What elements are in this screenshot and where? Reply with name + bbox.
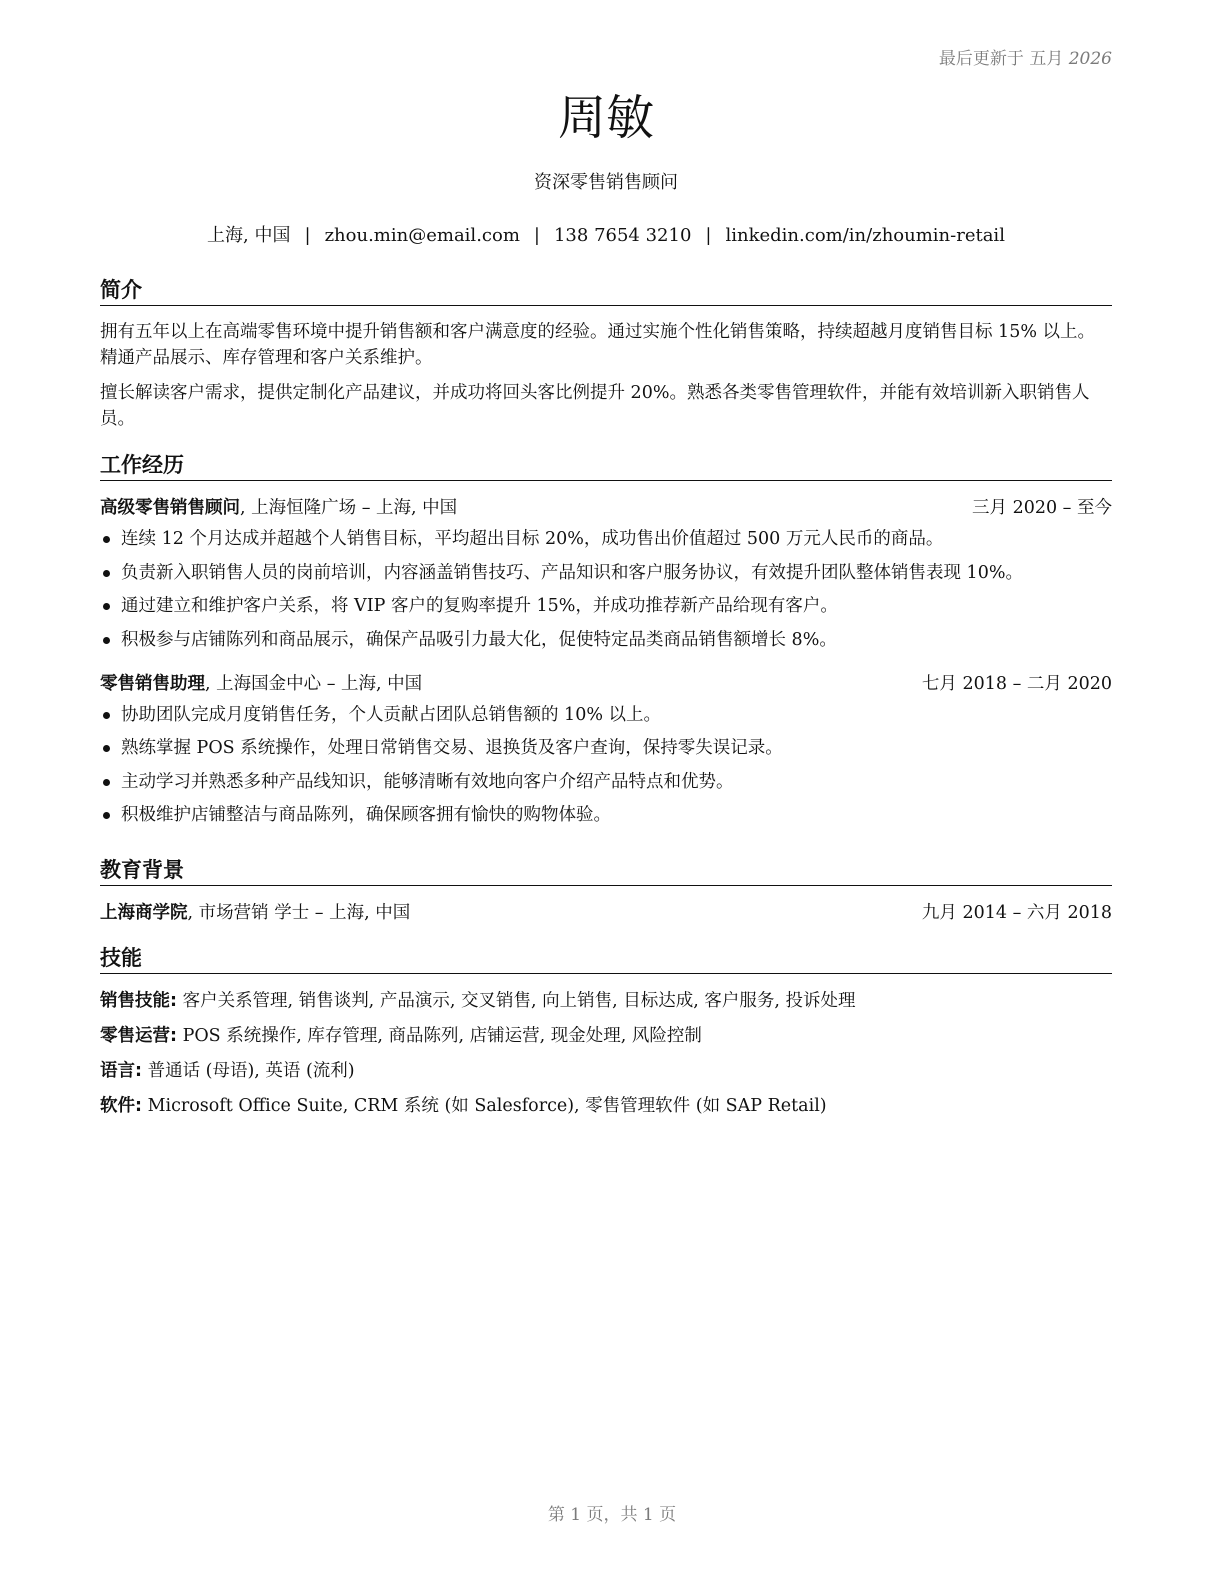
contact-phone: 138 7654 3210 bbox=[553, 225, 692, 246]
job-header bbox=[100, 495, 1112, 521]
skill-label: 零售运营: bbox=[100, 1026, 177, 1046]
section-heading-skills: 技能 bbox=[100, 944, 1112, 974]
contact-separator: | bbox=[533, 225, 540, 246]
education-entry bbox=[100, 900, 1112, 926]
contact-separator: | bbox=[705, 225, 712, 246]
candidate-title: 资深零售销售顾问 bbox=[534, 172, 678, 193]
job-details: , 上海国金中心 – 上海, 中国 bbox=[205, 673, 423, 694]
skills-section bbox=[100, 944, 1112, 1119]
contact-linkedin[interactable]: linkedin.com/in/zhoumin-retail bbox=[725, 225, 1005, 246]
section-heading-education: 教育背景 bbox=[100, 856, 1112, 886]
list-item: 连续 12 个月达成并超越个人销售目标，平均超出目标 20%，成功售出价值超过 500 万元人民币的商品。 bbox=[100, 526, 1112, 552]
education-section bbox=[100, 856, 1112, 926]
education-details: , 市场营销 学士 – 上海, 中国 bbox=[187, 903, 411, 923]
job-entry bbox=[100, 671, 1112, 829]
section-heading-summary: 简介 bbox=[100, 276, 1112, 306]
skill-row bbox=[100, 988, 1112, 1014]
page-footer: 第 1 页，共 1 页 bbox=[547, 1505, 677, 1525]
summary-section bbox=[100, 276, 1112, 432]
job-details: , 上海恒隆广场 – 上海, 中国 bbox=[240, 498, 458, 518]
job-role: 高级零售销售顾问 bbox=[100, 498, 240, 518]
skill-row bbox=[100, 1023, 1112, 1049]
list-item: 积极维护店铺整洁与商品陈列，确保顾客拥有愉快的购物体验。 bbox=[100, 802, 1112, 828]
candidate-name: 周敏 bbox=[557, 90, 654, 146]
last-updated-prefix: 最后更新于 五月 bbox=[938, 49, 1064, 69]
list-item: 主动学习并熟悉多种产品线知识，能够清晰有效地向客户介绍产品特点和优势。 bbox=[100, 769, 1112, 795]
last-updated-year: 2026 bbox=[1068, 49, 1112, 69]
summary-paragraph: 擅长解读客户需求，提供定制化产品建议，并成功将回头客比例提升 20%。熟悉各类零售管理软件，并能有效培训新入职销售人员。 bbox=[100, 383, 1090, 429]
contact-location: 上海, 中国 bbox=[207, 225, 291, 246]
list-item: 积极参与店铺陈列和商品展示，确保产品吸引力最大化，促使特定品类商品销售额增长 8%。 bbox=[100, 627, 1112, 653]
skill-label: 软件: bbox=[100, 1096, 142, 1116]
job-dates: 七月 2018 – 二月 2020 bbox=[921, 673, 1112, 694]
job-entry bbox=[100, 495, 1112, 653]
job-header bbox=[100, 671, 1112, 697]
list-item: 协助团队完成月度销售任务，个人贡献占团队总销售额的 10% 以上。 bbox=[100, 702, 1112, 728]
skill-value: 普通话 (母语), 英语 (流利) bbox=[142, 1061, 355, 1081]
list-item: 熟练掌握 POS 系统操作，处理日常销售交易、退换货及客户查询，保持零失误记录。 bbox=[100, 735, 1112, 761]
contact-line bbox=[100, 223, 1112, 249]
section-heading-experience: 工作经历 bbox=[100, 451, 1112, 481]
contact-separator: | bbox=[304, 225, 311, 246]
contact-email[interactable]: zhou.min@email.com bbox=[324, 225, 520, 246]
job-bullets bbox=[100, 526, 1112, 653]
job-bullets bbox=[100, 702, 1112, 829]
skill-label: 销售技能: bbox=[100, 991, 177, 1011]
skill-value: Microsoft Office Suite, CRM 系统 (如 Salesforce), 零售管理软件 (如 SAP Retail) bbox=[142, 1096, 827, 1116]
education-school: 上海商学院 bbox=[100, 903, 188, 923]
skill-value: 客户关系管理, 销售谈判, 产品演示, 交叉销售, 向上销售, 目标达成, 客户服务, 投诉处理 bbox=[177, 991, 856, 1011]
education-dates: 九月 2014 – 六月 2018 bbox=[921, 903, 1112, 923]
skill-label: 语言: bbox=[100, 1061, 142, 1081]
skill-row bbox=[100, 1093, 1112, 1119]
skill-row bbox=[100, 1058, 1112, 1084]
summary-paragraph: 拥有五年以上在高端零售环境中提升销售额和客户满意度的经验。通过实施个性化销售策略，持续超越月度销售目标 15% 以上。精通产品展示、库存管理和客户关系维护。 bbox=[100, 322, 1096, 368]
experience-section bbox=[100, 451, 1112, 828]
last-updated bbox=[939, 44, 1112, 69]
list-item: 负责新入职销售人员的岗前培训，内容涵盖销售技巧、产品知识和客户服务协议，有效提升团队整体销售表现 10%。 bbox=[100, 560, 1112, 586]
skill-value: POS 系统操作, 库存管理, 商品陈列, 店铺运营, 现金处理, 风险控制 bbox=[177, 1026, 702, 1046]
job-role: 零售销售助理 bbox=[100, 673, 205, 694]
job-dates: 三月 2020 – 至今 bbox=[972, 498, 1112, 518]
list-item: 通过建立和维护客户关系，将 VIP 客户的复购率提升 15%，并成功推荐新产品给现有客户。 bbox=[100, 593, 1112, 619]
